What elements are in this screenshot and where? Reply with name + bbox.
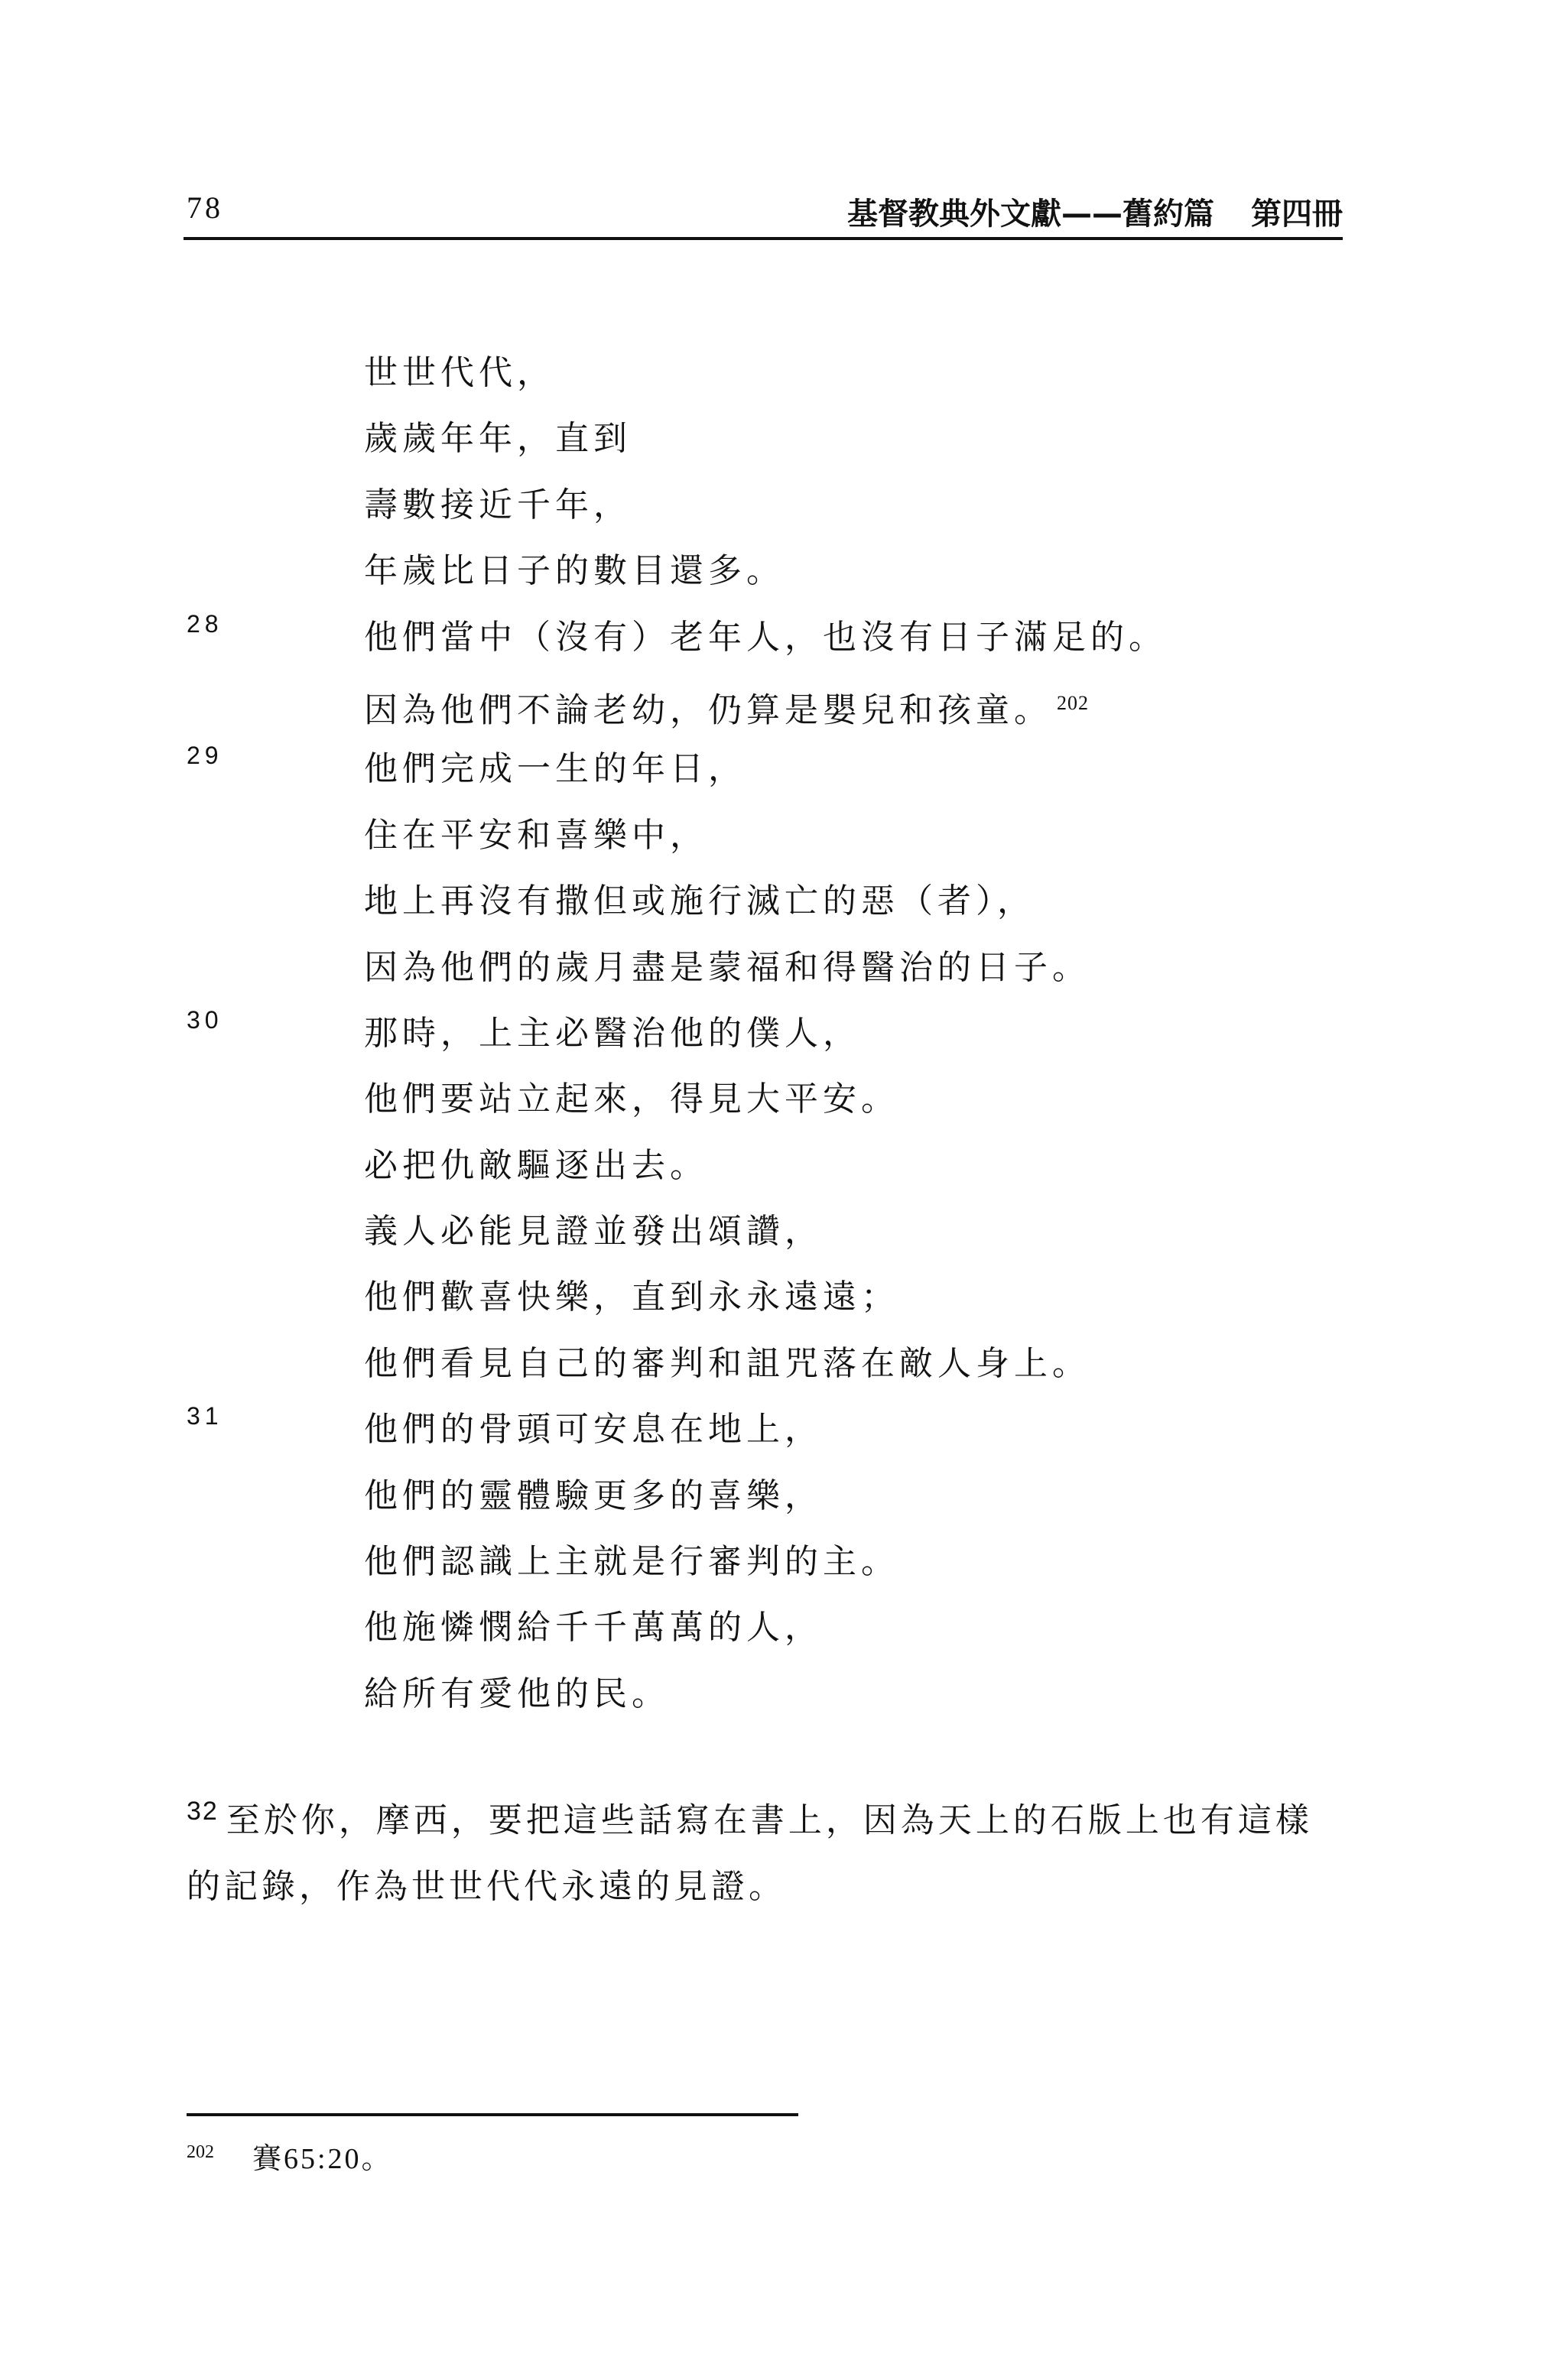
verse-text <box>364 1067 899 1132</box>
verse-text-content: 他們歡喜快樂，直到永永遠遠； <box>364 1278 899 1317</box>
verse-line <box>184 1463 1346 1529</box>
verse-text <box>364 869 1035 934</box>
verse-text <box>364 1199 823 1265</box>
footnote-divider <box>187 2113 798 2116</box>
verse-line <box>184 935 1346 1001</box>
verse-text <box>364 736 746 802</box>
footnote-reference: 202 <box>1057 691 1089 714</box>
verse-line <box>184 1595 1346 1661</box>
page-number: 78 <box>187 190 223 225</box>
volume-label: 第四冊 <box>1251 196 1343 232</box>
verse-line <box>184 1397 1346 1463</box>
verse-text-content: 給所有愛他的民。 <box>364 1674 670 1713</box>
prose-paragraph <box>187 1778 1349 1920</box>
book-title: 基督教典外文獻——舊約篇 <box>847 196 1214 232</box>
verse-line <box>184 1067 1346 1132</box>
verse-line <box>184 406 1346 472</box>
verse-line <box>184 736 1346 802</box>
verse-text-content: 世世代代， <box>364 353 555 392</box>
verse-text <box>364 406 632 472</box>
verse-text <box>364 472 632 538</box>
verse-line <box>184 1331 1346 1397</box>
verse-text <box>364 1265 899 1330</box>
verse-number: 32 <box>187 1797 219 1826</box>
verse-text <box>364 935 1090 1001</box>
verse-line <box>184 1265 1346 1330</box>
verse-number: 29 <box>187 742 223 770</box>
verse-text-content: 年歲比日子的數目還多。 <box>364 551 785 591</box>
verse-line <box>184 1199 1346 1265</box>
verse-line <box>184 670 1346 736</box>
verse-text <box>364 605 1167 670</box>
verse-text <box>364 1133 708 1199</box>
verse-line <box>184 803 1346 869</box>
footnote-text: 賽65:20。 <box>252 2143 393 2175</box>
verse-text <box>364 1001 861 1067</box>
verse-text <box>364 538 785 604</box>
verse-text <box>364 1331 1090 1397</box>
verse-text-content: 歲歲年年，直到 <box>364 419 632 459</box>
verse-line <box>184 472 1346 538</box>
running-title <box>847 190 1343 233</box>
verse-line <box>184 538 1346 604</box>
verse-text-content: 必把仇敵驅逐出去。 <box>364 1145 708 1185</box>
verse-line <box>184 605 1346 670</box>
prose-line: 的記錄，作為世世代代永遠的見證。 <box>187 1866 786 1906</box>
verse-text-content: 他們完成一生的年日， <box>364 749 746 789</box>
verse-text <box>364 1463 823 1529</box>
verse-text-content: 那時，上主必醫治他的僕人， <box>364 1013 861 1053</box>
page-header <box>184 183 1343 240</box>
verse-text-content: 住在平安和喜樂中， <box>364 815 708 855</box>
verse-text-content: 義人必能見證並發出頌讚， <box>364 1212 823 1252</box>
verse-number: 30 <box>187 1005 223 1034</box>
verse-block <box>184 340 1346 1727</box>
verse-text <box>364 340 555 406</box>
verse-text <box>364 1595 823 1661</box>
verse-text <box>364 670 1089 744</box>
verse-line <box>184 1661 1346 1727</box>
verse-text-content: 壽數接近千年， <box>364 485 632 524</box>
verse-text <box>364 1397 823 1463</box>
verse-number: 31 <box>187 1402 223 1430</box>
verse-text-content: 他們的靈體驗更多的喜樂， <box>364 1476 823 1515</box>
footnote <box>187 2135 393 2177</box>
verse-line <box>184 1529 1346 1595</box>
footnote-number: 202 <box>187 2142 214 2163</box>
verse-text-content: 他們認識上主就是行審判的主。 <box>364 1542 899 1582</box>
verse-text <box>364 1661 670 1727</box>
verse-text <box>364 1529 899 1595</box>
verse-text-content: 地上再沒有撒但或施行滅亡的惡（者）， <box>364 882 1035 921</box>
verse-line <box>184 869 1346 934</box>
verse-text <box>364 803 708 869</box>
verse-number: 28 <box>187 609 223 638</box>
verse-line <box>184 340 1346 406</box>
prose-line: 至於你，摩西，要把這些話寫在書上，因為天上的石版上也有這樣 <box>226 1800 1313 1840</box>
verse-text-content: 他們當中（沒有）老年人，也沒有日子滿足的。 <box>364 617 1167 657</box>
verse-text-content: 他們的骨頭可安息在地上， <box>364 1410 823 1450</box>
verse-line <box>184 1133 1346 1199</box>
verse-line <box>184 1001 1346 1067</box>
verse-text-content: 他們看見自己的審判和詛咒落在敵人身上。 <box>364 1343 1090 1383</box>
verse-text-content: 因為他們的歲月盡是蒙福和得醫治的日子。 <box>364 947 1090 987</box>
verse-text-content: 他們要站立起來，得見大平安。 <box>364 1080 899 1119</box>
verse-text-content: 因為他們不論老幼，仍算是嬰兒和孩童。 <box>364 690 1052 730</box>
verse-text-content: 他施憐憫給千千萬萬的人， <box>364 1608 823 1648</box>
